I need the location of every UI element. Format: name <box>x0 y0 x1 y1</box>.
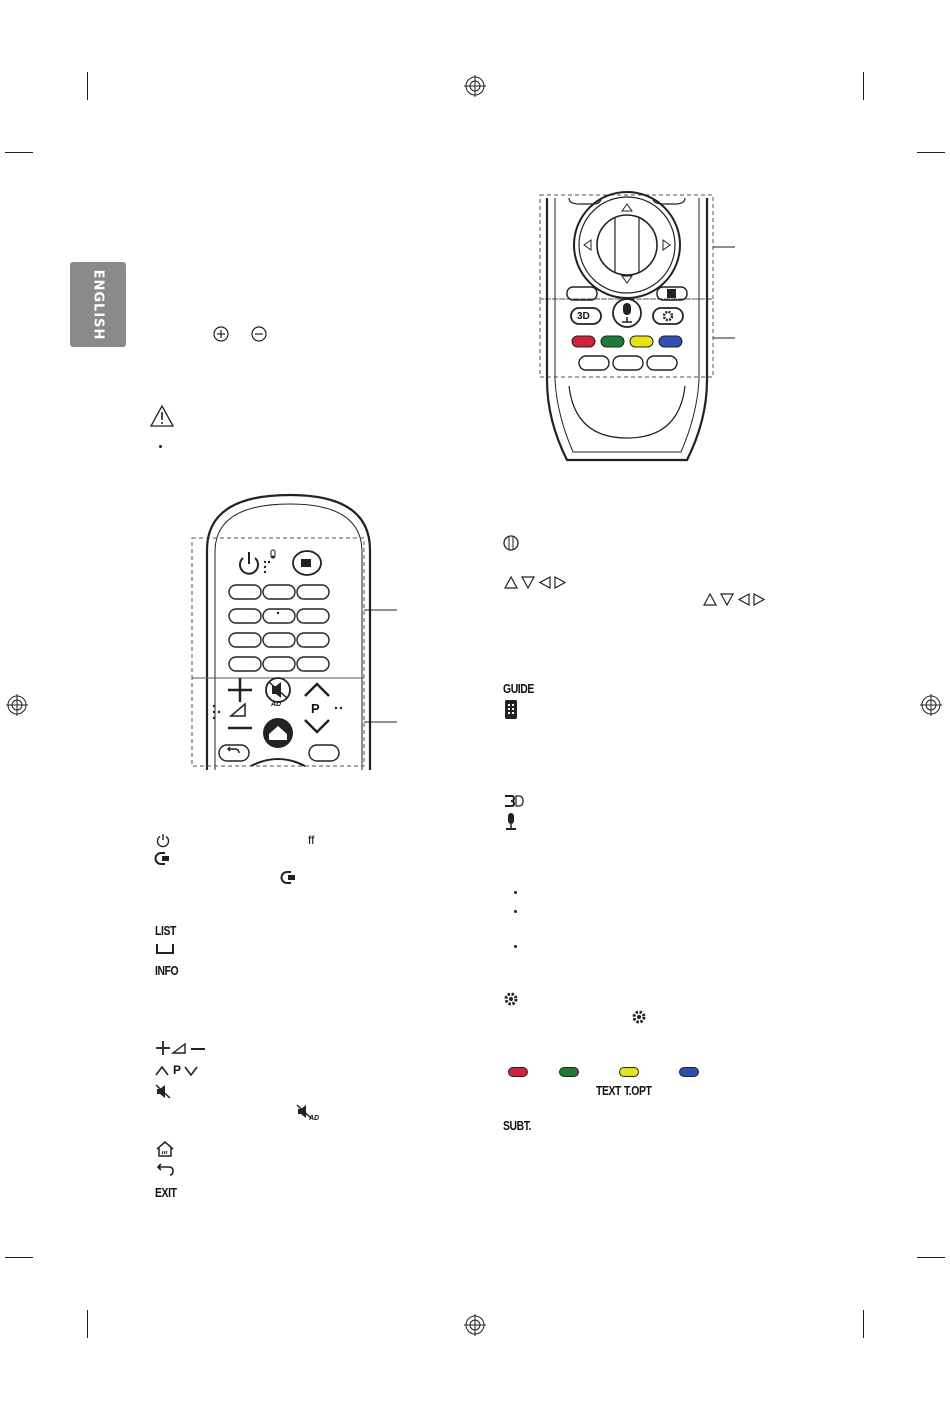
yellow-button-icon <box>619 1067 639 1077</box>
bullet <box>514 945 517 948</box>
crop-mark <box>917 1257 945 1258</box>
caution-icon <box>150 405 174 427</box>
minus-circle-icon <box>251 326 267 342</box>
power-icon <box>156 833 170 847</box>
settings-icon <box>503 991 519 1007</box>
bullet <box>514 891 517 894</box>
remote-p-label: P <box>311 701 320 716</box>
language-tab-label: ENGLISH <box>90 269 106 340</box>
exit-label: EXIT <box>155 1185 177 1200</box>
crop-mark <box>863 72 864 100</box>
red-button-icon <box>508 1067 528 1077</box>
remote-bottom-diagram <box>535 190 745 470</box>
input-icon <box>156 852 172 865</box>
mute-ad-label: AD <box>309 1115 320 1122</box>
registration-mark <box>464 75 486 97</box>
registration-mark <box>920 694 942 716</box>
language-tab <box>70 262 126 347</box>
home-icon <box>155 1141 175 1157</box>
subt-label: SUBT. <box>503 1118 532 1133</box>
wheel-icon <box>503 535 519 551</box>
registration-mark <box>464 1314 486 1336</box>
text-label: TEXT <box>596 1083 621 1098</box>
list-label: LIST <box>155 923 176 938</box>
volume-icon <box>155 1041 207 1055</box>
input-icon <box>282 871 298 884</box>
blue-button-icon <box>679 1067 699 1077</box>
3d-icon <box>504 794 524 808</box>
guide-label: GUIDE <box>503 681 534 696</box>
mute-icon <box>155 1084 171 1099</box>
bullet <box>514 910 517 913</box>
crop-mark <box>863 1310 864 1338</box>
arrow-keys-icon <box>703 593 765 606</box>
quick-menu-icon <box>505 700 517 719</box>
remote-3d-label: 3D <box>577 311 590 322</box>
settings-icon <box>631 1009 647 1025</box>
topt-label: T.OPT <box>624 1083 652 1098</box>
crop-mark <box>5 152 33 153</box>
crop-mark <box>87 72 88 100</box>
arrow-keys-icon <box>504 576 566 589</box>
crop-mark <box>87 1310 88 1338</box>
back-icon <box>155 1162 175 1176</box>
crop-mark <box>5 1257 33 1258</box>
channel-p-label: P <box>173 1063 182 1077</box>
plus-circle-icon <box>213 326 229 342</box>
green-button-icon <box>559 1067 579 1077</box>
off-text-fragment: ff <box>308 833 315 847</box>
crop-mark <box>917 152 945 153</box>
bullet <box>159 445 162 448</box>
space-icon <box>156 943 174 955</box>
registration-mark <box>6 694 28 716</box>
remote-ad-label: AD <box>271 701 282 708</box>
microphone-icon <box>505 813 517 831</box>
info-label: INFO <box>155 963 179 978</box>
remote-top-diagram <box>185 490 405 780</box>
